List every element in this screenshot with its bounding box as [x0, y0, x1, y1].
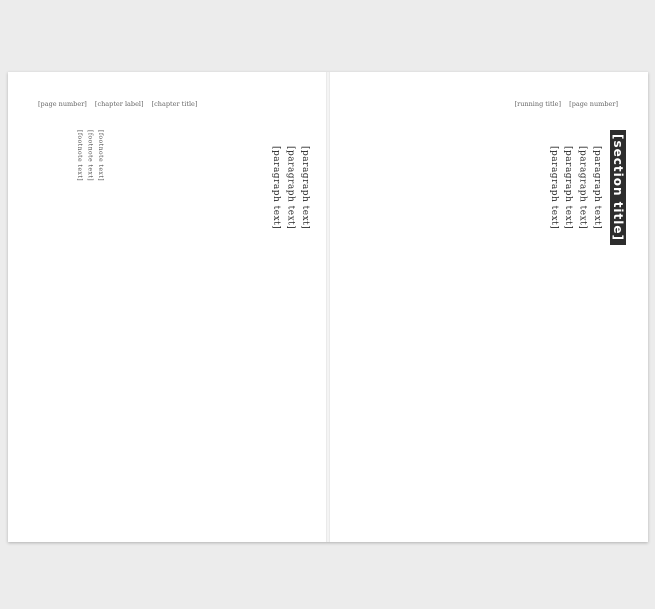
left-page-body: [100, 130, 312, 486]
right-page-body: [354, 130, 604, 486]
paragraph: [paragraph text]: [563, 146, 574, 230]
paragraph: [paragraph text]: [592, 146, 602, 230]
running-title: [running title]: [514, 100, 562, 108]
chapter-title: [chapter title]: [151, 100, 198, 108]
section-title: [section title]: [610, 130, 626, 245]
footnote: [footnote text]: [97, 130, 104, 182]
paragraph: [paragraph text]: [548, 146, 559, 230]
paragraph: [paragraph text]: [300, 146, 310, 230]
paragraph: [paragraph text]: [271, 146, 282, 230]
left-page-header: [38, 100, 203, 108]
right-page-header: [509, 100, 618, 108]
paragraph: [paragraph text]: [285, 146, 296, 230]
chapter-label: [chapter label]: [94, 100, 144, 108]
right-page-number: [page number]: [569, 100, 618, 108]
book-spread: [8, 72, 648, 542]
paragraph: [paragraph text]: [577, 146, 588, 230]
footnote: [footnote text]: [76, 130, 84, 182]
footnotes: [26, 130, 104, 486]
right-page: [328, 72, 648, 542]
left-page-number: [page number]: [38, 100, 87, 108]
left-page: [8, 72, 328, 542]
footnote: [footnote text]: [86, 130, 94, 182]
